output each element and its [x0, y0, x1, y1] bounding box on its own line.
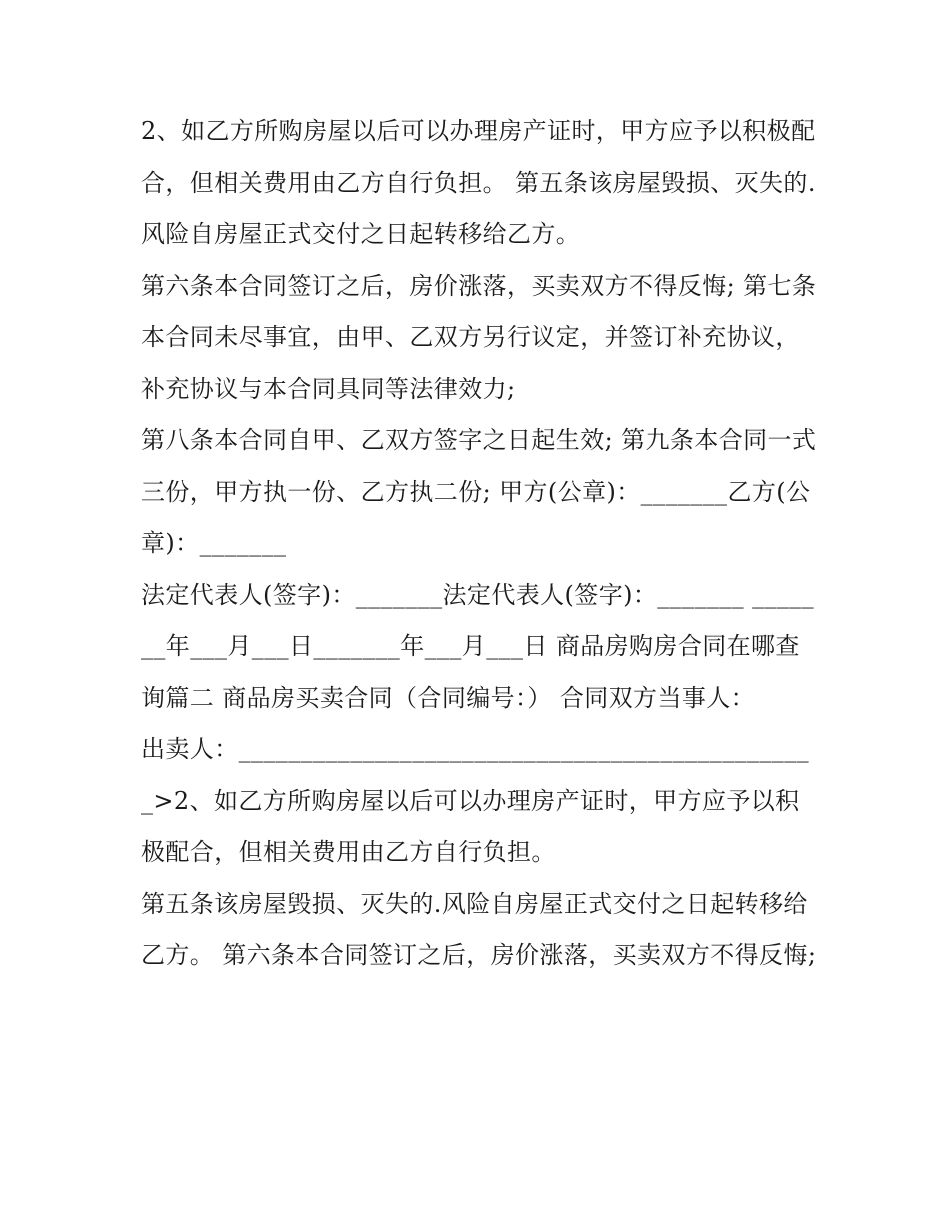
- paragraph-1: 2、如乙方所购房屋以后可以办理房产证时，甲方应予以积极配合，但相关费用由乙方自行负担。 第五条该房屋毁损、灭失的.风险自房屋正式交付之日起转移给乙方。: [141, 117, 816, 248]
- document-body: [141, 106, 821, 982]
- paragraph-5: 出卖人：_______________________________________________>2、如乙方所购房屋以后可以办理房产证时，甲方应予以积极配合，但相关费用由乙方自行负担。: [141, 735, 809, 866]
- paragraph-6: 第五条该房屋毁损、灭失的.风险自房屋正式交付之日起转移给乙方。 第六条本合同签订之后，房价涨落，买卖双方不得反悔;: [141, 889, 817, 969]
- paragraph-2: 第六条本合同签订之后，房价涨落，买卖双方不得反悔; 第七条本合同未尽事宜，由甲、乙双方另行议定，并签订补充协议，补充协议与本合同具同等法律效力;: [141, 271, 817, 403]
- paragraph-4: 法定代表人(签字)：_______法定代表人(签字)：_______ _______年___月___日_______年___月___日 商品房购房合同在哪查询篇二 商品房买卖合同（合同编号：） 合同双方当事人：: [141, 580, 815, 712]
- paragraph-3: 第八条本合同自甲、乙双方签字之日起生效; 第九条本合同一式三份，甲方执一份、乙方执二份; 甲方(公章)：_______乙方(公章)：_______: [141, 426, 817, 557]
